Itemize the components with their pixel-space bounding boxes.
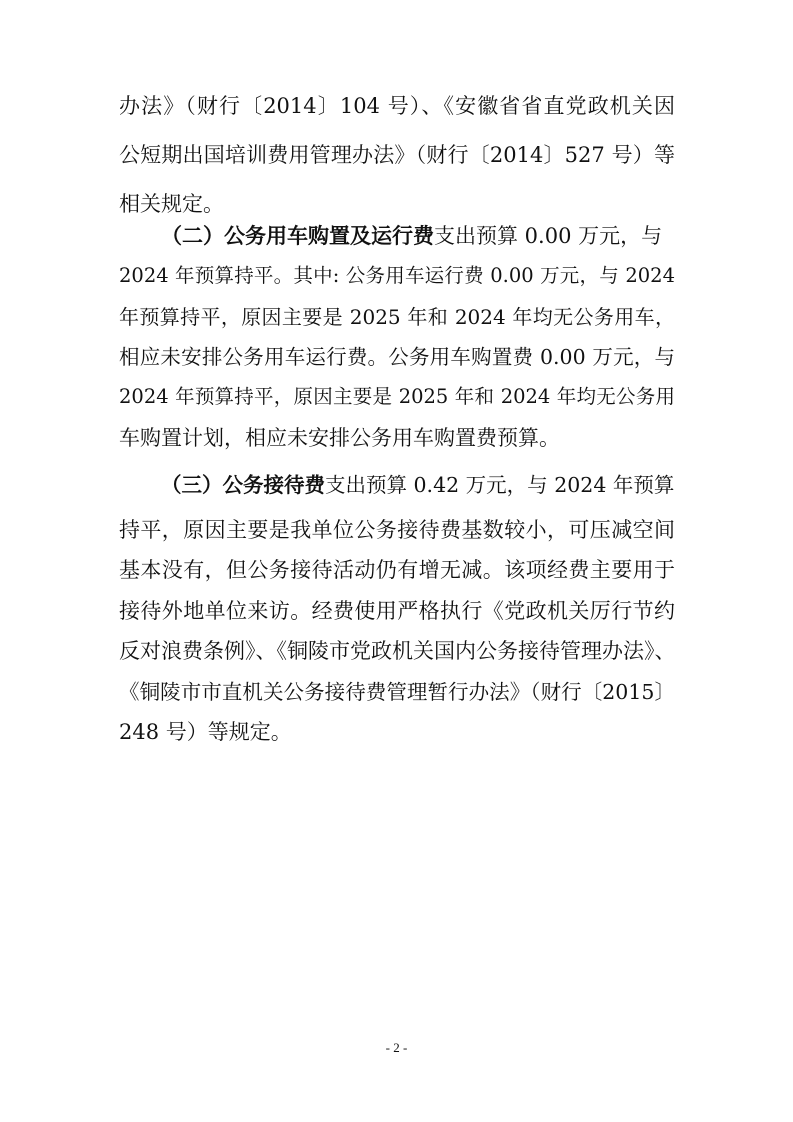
paragraph-line: 248 号）等规定。 — [119, 720, 292, 744]
paragraph-line: 持平，原因主要是我单位公务接待费基数较小，可压减空间 — [119, 518, 675, 542]
section-3-first-line — [161, 471, 675, 499]
paragraph-line: 2024 年预算持平，原因主要是 2025 年和 2024 年均无公务用 — [119, 385, 675, 408]
section-2-heading: （二）公务用车购置及运行费 — [161, 224, 434, 248]
section-2-first-line-text: 支出预算 0.00 万元，与 — [434, 224, 663, 248]
paragraph-line: 公短期出国培训费用管理办法》（财行〔2014〕527 号）等 — [119, 143, 675, 167]
paragraph-line: 车购置计划，相应未安排公务用车购置费预算。 — [119, 426, 560, 450]
paragraph-line: 相关规定。 — [119, 192, 224, 216]
paragraph-line: 相应未安排公务用车运行费。公务用车购置费 0.00 万元，与 — [119, 345, 675, 369]
paragraph-line: 办法》（财行〔2014〕104 号）、《安徽省省直党政机关因 — [119, 94, 675, 118]
paragraph-line: 反对浪费条例》、《铜陵市党政机关国内公务接待管理办法》、 — [119, 639, 676, 663]
page-number: - 2 - — [385, 1040, 408, 1055]
paragraph-line: 2024 年预算持平。其中: 公务用车运行费 0.00 万元，与 2024 — [119, 264, 675, 287]
section-3-first-line-text: 支出预算 0.42 万元，与 2024 年预算 — [325, 473, 675, 497]
paragraph-line: 年预算持平，原因主要是 2025 年和 2024 年均无公务用车， — [119, 305, 675, 329]
paragraph-line: 《铜陵市市直机关公务接待费管理暂行办法》（财行〔2015〕 — [119, 680, 675, 704]
section-2-first-line — [161, 222, 675, 250]
paragraph-line: 接待外地单位来访。经费使用严格执行《党政机关厉行节约 — [119, 599, 675, 623]
section-3-heading: （三）公务接待费 — [161, 473, 325, 497]
paragraph-line: 基本没有，但公务接待活动仍有增无减。该项经费主要用于 — [119, 558, 675, 582]
